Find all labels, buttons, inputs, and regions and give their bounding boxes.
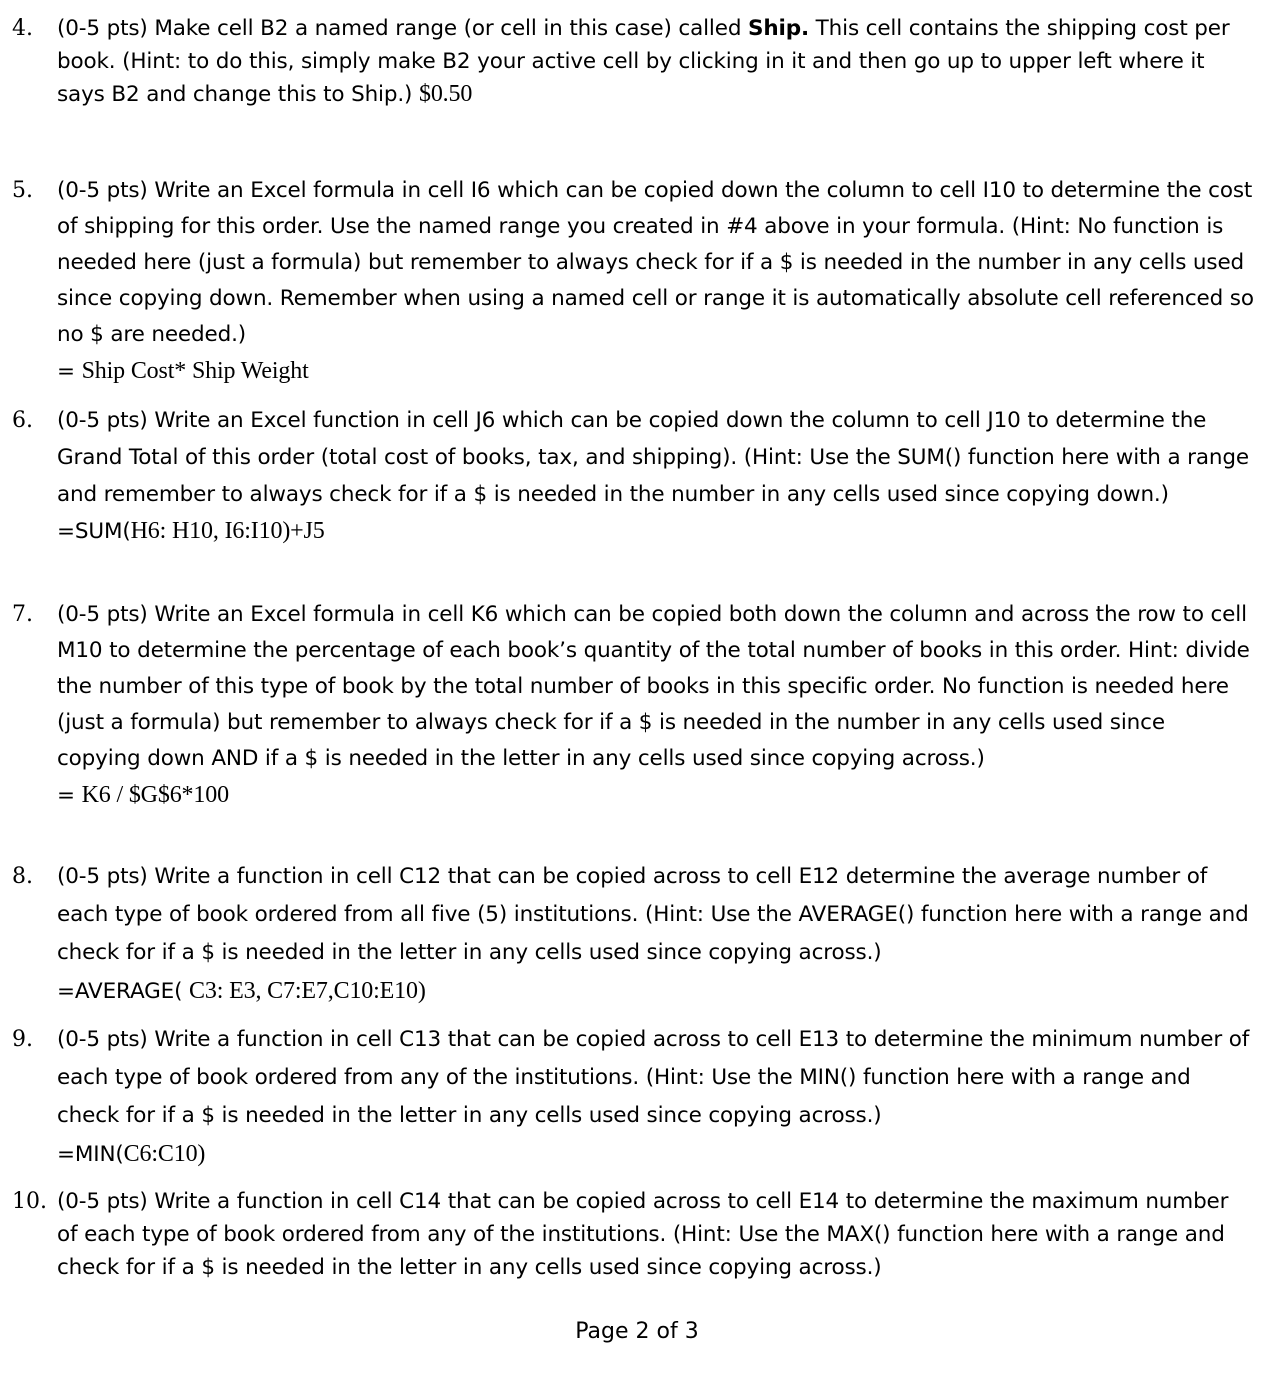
question-number: 9. [12, 1027, 33, 1052]
answer: C6:C10) [123, 1141, 206, 1167]
question-text [57, 1185, 1254, 1284]
question-text [57, 402, 1254, 550]
question-prompt: (0-5 pts) Write a function in cell C12 that can be copied across to cell E12 determine the average number of each type of book ordered from all five (5) institutions. (Hint: Use the AVERAGE() function here with a range and check for if a $ is needed in the letter in any cells used since copying across.) [57, 864, 1249, 965]
answer-prefix: = [57, 783, 82, 808]
answer-prefix: =MIN( [57, 1142, 124, 1167]
question-prompt: (0-5 pts) Write a function in cell C13 that can be copied across to cell E13 to determine the minimum number of each type of book ordered from any of the institutions. (Hint: Use the MIN() function here with a range and check for if a $ is needed in the letter in any cells used since copying across.) [57, 1027, 1250, 1128]
question-text [57, 858, 1254, 1011]
question-prompt: (0-5 pts) Write an Excel formula in cell K6 which can be copied both down the column and across the row to cell M10 to determine the percentage of each book’s quantity of the total number of books in this order. Hint: divide the number of this type of book by the total number of books in this specific order. No function is needed here (just a formula) but remember to always check for if a $ is needed in the number in any cells used since copying down AND if a $ is needed in the letter in any cells used since copying across.) [57, 602, 1250, 771]
question-number: 4. [12, 16, 33, 41]
question-prompt: (0-5 pts) Write a function in cell C14 that can be copied across to cell E14 to determine the maximum number of each type of book ordered from any of the institutions. (Hint: Use the MAX() function here with a range and check for if a $ is needed in the letter in any cells used since copying across.) [57, 1189, 1229, 1280]
question-text [57, 12, 1254, 111]
answer-prefix: =AVERAGE( [57, 979, 190, 1004]
question-number: 5. [12, 178, 33, 203]
question-number: 8. [12, 864, 33, 889]
page-number: Page 2 of 3 [575, 1319, 699, 1344]
answer: Ship Cost* Ship Weight [81, 358, 309, 384]
answer-line [57, 353, 1254, 390]
question-number: 6. [12, 408, 33, 433]
answer: C3: E3, C7:E7,C10:E10) [189, 978, 426, 1004]
answer-line [57, 972, 1254, 1011]
answer-line [57, 777, 1254, 814]
answer-prefix: = [57, 359, 82, 384]
question-text [57, 597, 1254, 814]
question-text [57, 173, 1254, 390]
answer-line [57, 1135, 1254, 1174]
answer: $0.50 [418, 81, 473, 107]
question-number: 7. [12, 602, 33, 627]
answer: K6 / $G$6*100 [81, 782, 229, 808]
named-range-name: Ship. [748, 16, 809, 41]
question-text-end: This cell contains the shipping cost per book. (Hint: to do this, simply make B2 your active cell by clicking in it and then go up to upper left where it says B2 and change this to Ship.) [57, 16, 1230, 107]
question-text-start: (0-5 pts) Make cell B2 a named range (or cell in this case) called [57, 16, 749, 41]
question-prompt: (0-5 pts) Write an Excel function in cell J6 which can be copied down the column to cell J10 to determine the Grand Total of this order (total cost of books, tax, and shipping). (Hint: Use the SUM() function here with a range and remember to always check for if a $ is needed in the number in any cells used since copying down.) [57, 408, 1249, 507]
question-prompt: (0-5 pts) Write an Excel formula in cell I6 which can be copied down the column to cell I10 to determine the cost of shipping for this order. Use the named range you created in #4 above in your formula. (Hint: No function is needed here (just a formula) but remember to always check for if a $ is needed in the number in any cells used since copying down. Remember when using a named cell or range it is automatically absolute cell referenced so no $ are needed.) [57, 178, 1254, 347]
answer-prefix: =SUM( [57, 519, 131, 544]
answer: H6: H10, I6:I10)+J5 [130, 518, 325, 544]
answer-line [57, 513, 1254, 550]
question-number: 10. [12, 1189, 47, 1214]
question-text [57, 1021, 1254, 1174]
